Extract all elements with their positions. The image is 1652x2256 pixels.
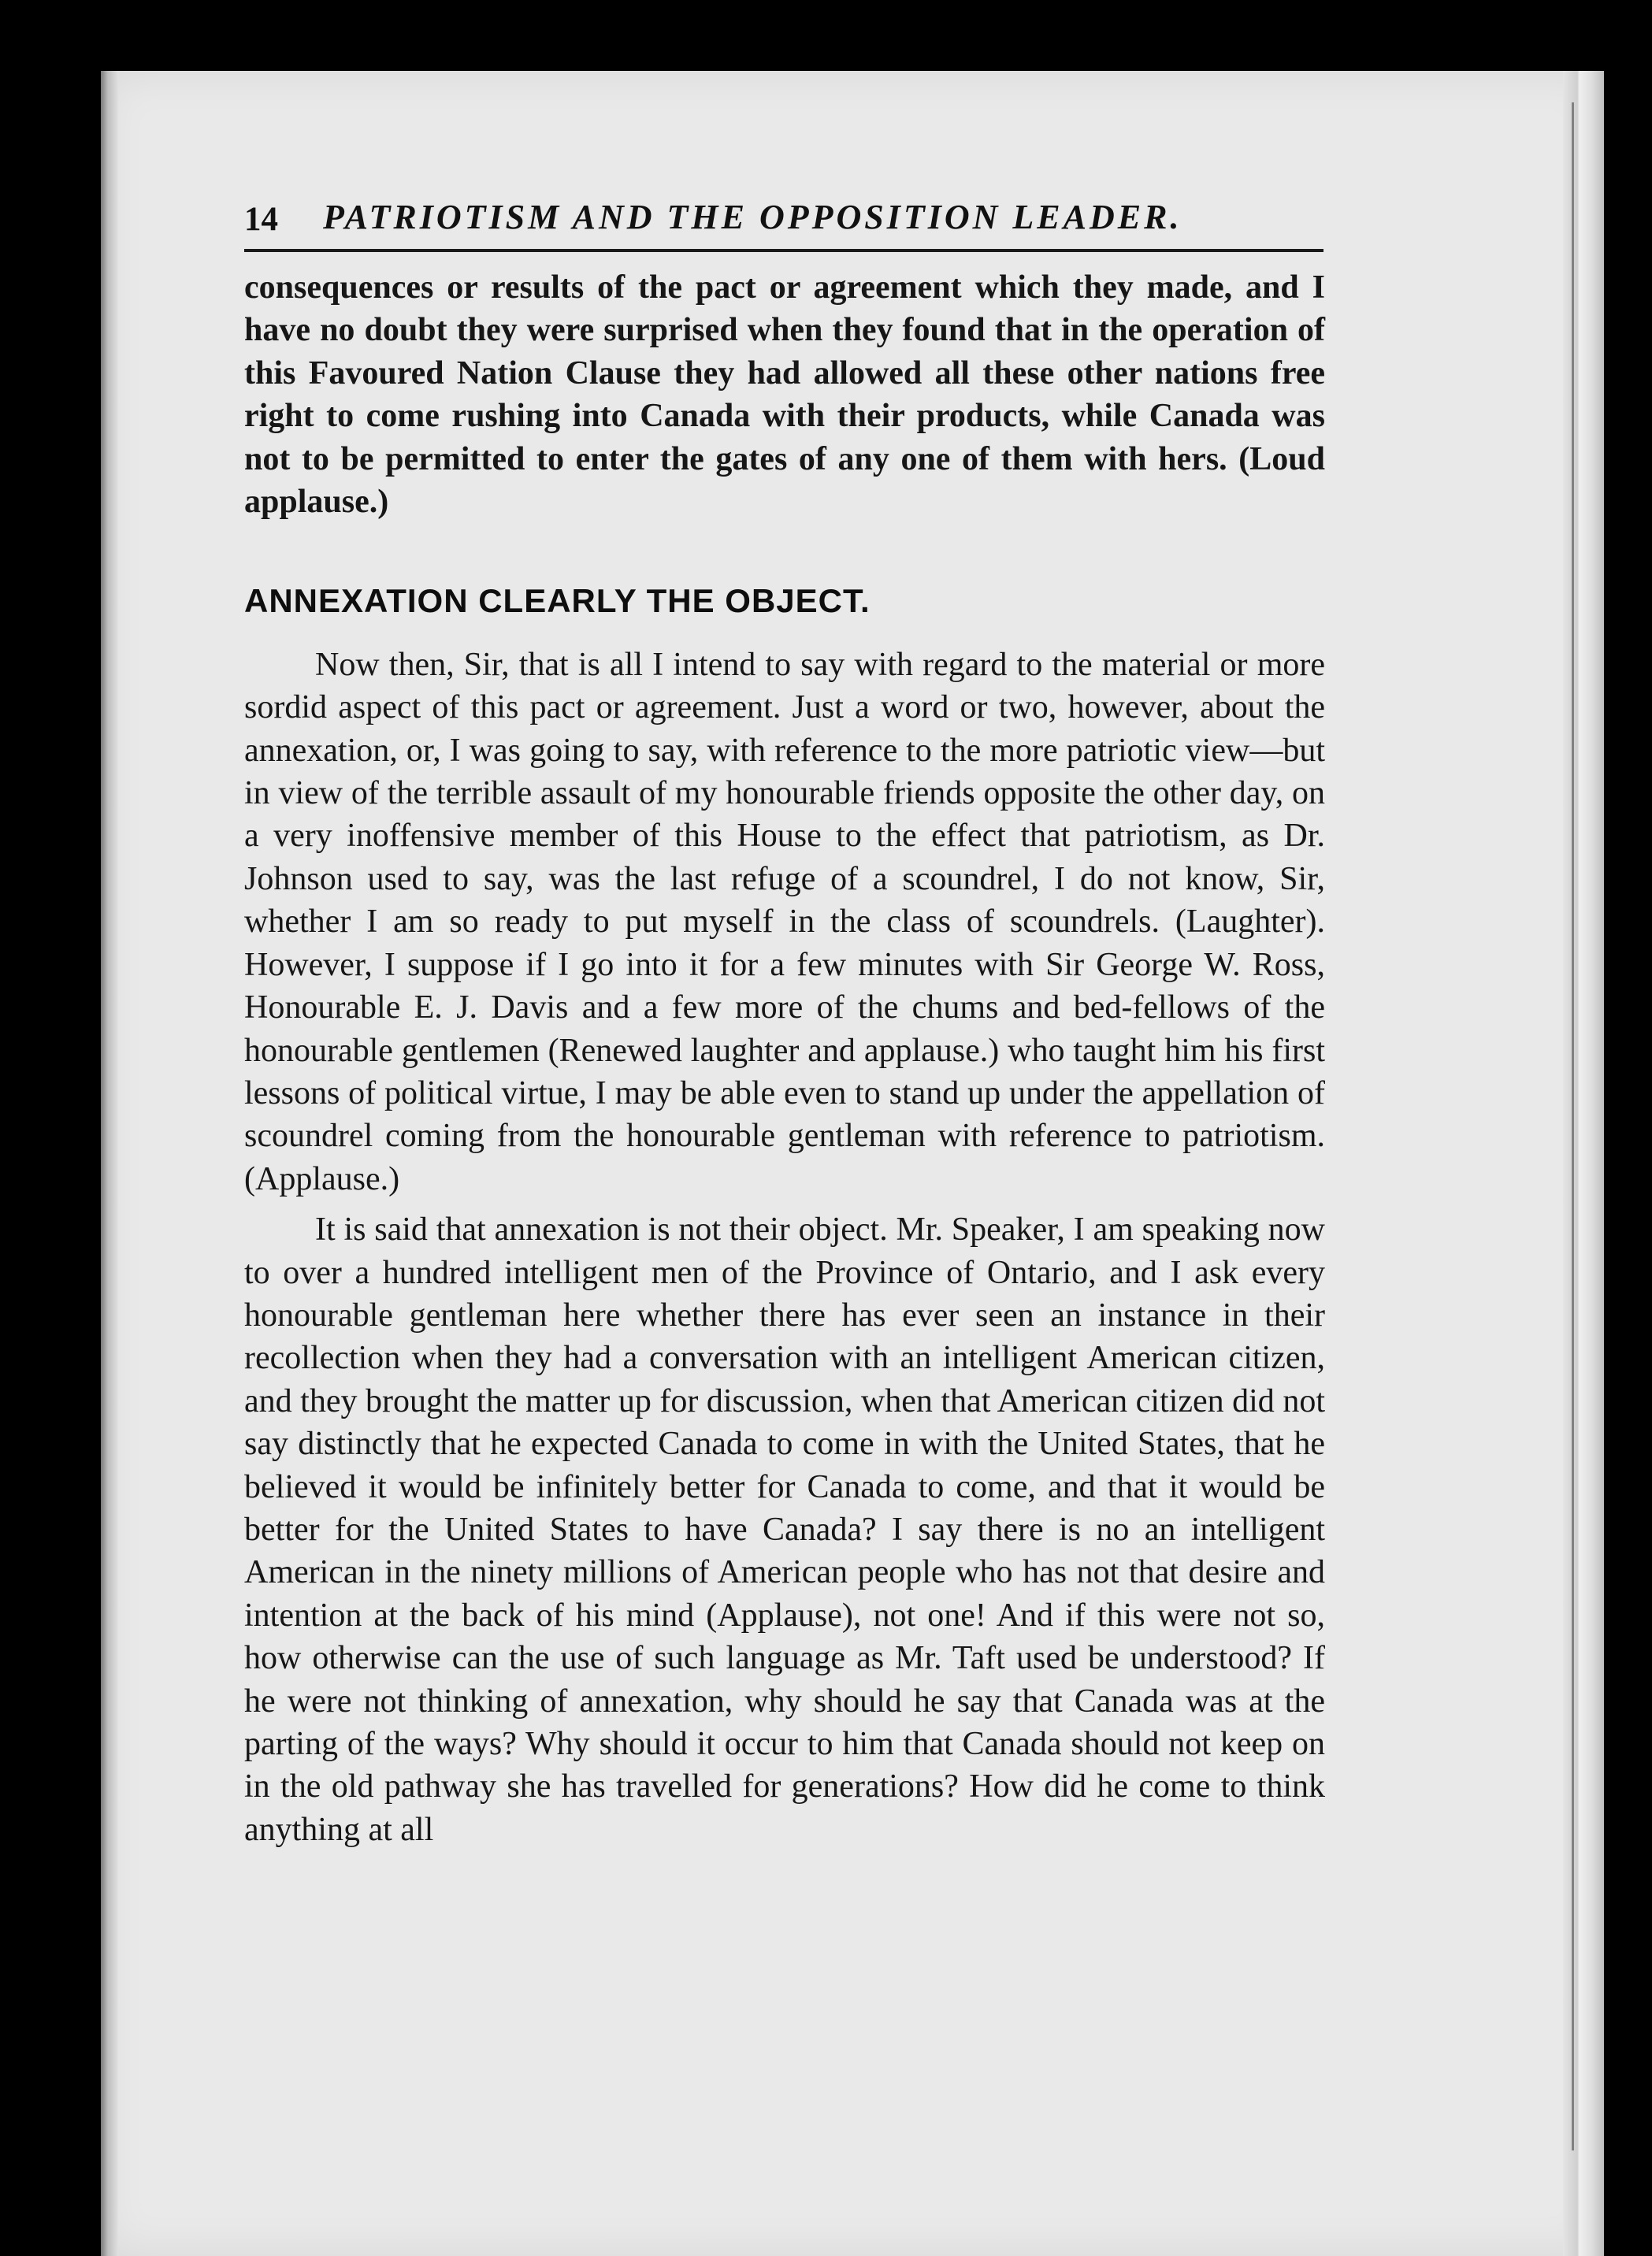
header-rule [244, 249, 1323, 252]
running-head: PATRIOTISM AND THE OPPOSITION LEADER. [323, 198, 1182, 236]
page-body [244, 266, 1325, 1851]
page-binding-edge [101, 71, 118, 2256]
paragraph-continued: consequences or results of the pact or agreement which they made, and I have no doubt they were surprised when they found that in the operation of this Favoured Nation Clause they had allowed all these other nations free right to come rushing into Canada with their products, while Canada was not to be permitted to enter the gates of any one of them with hers. (Loud applause.) [244, 269, 1325, 521]
paragraph-annexation-object: It is said that annexation is not their object. Mr. Speaker, I am speaking now to over a hundred intelligent men of the Province of Ontario, and I ask every honourable gentleman here whether there has ever seen an instance in their recollection when they had a conversation with an intelligent American citizen, and they brought the matter up for discussion, when that American citizen did not say distinctly that he expected Canada to come in with the United States, that he believed it would be infinitely better for Canada to come, and that it would be better for the United States to have Canada? I say there is no an intelligent American in the ninety millions of American people who has not that desire and intention at the back of his mind (Applause), not one! And if this were not so, how otherwise can the use of such language as Mr. Taft used be understood? If he were not thinking of annexation, why should he say that Canada was at the parting of the ways? Why should it occur to him that Canada should not keep on in the old pathway she has travelled for generations? How did he come to think anything at all [244, 1211, 1325, 1848]
page-number: 14 [244, 201, 278, 238]
paragraph-annexation-intro: Now then, Sir, that is all I intend to say with regard to the material or more sordid aspect of this pact or agreement. Just a word or two, however, about the annexation, or, I was going to say, with reference to the more patriotic view—but in view of the terrible assault of my honourable friends opposite the other day, on a very inoffensive member of this House to the effect that patriotism, as Dr. Johnson used to say, was the last refuge of a scoundrel, I do not know, Sir, whether I am so ready to put myself in the class of scoundrels. (Laughter). However, I suppose if I go into it for a few minutes with Sir George W. Ross, Honourable E. J. Davis and a few more of the chums and bed-fellows of the honourable gentlemen (Renewed laughter and applause.) who taught him his first lessons of political virtue, I may be able even to stand up under the appellation of scoundrel coming from the honourable gentleman with reference to patriotism. (Applause.) [244, 646, 1325, 1197]
page-edge-line [1572, 102, 1574, 2150]
page-header [244, 128, 1347, 246]
section-heading: ANNEXATION CLEARLY THE OBJECT. [244, 582, 871, 620]
page-fore-edge [1563, 71, 1604, 2256]
